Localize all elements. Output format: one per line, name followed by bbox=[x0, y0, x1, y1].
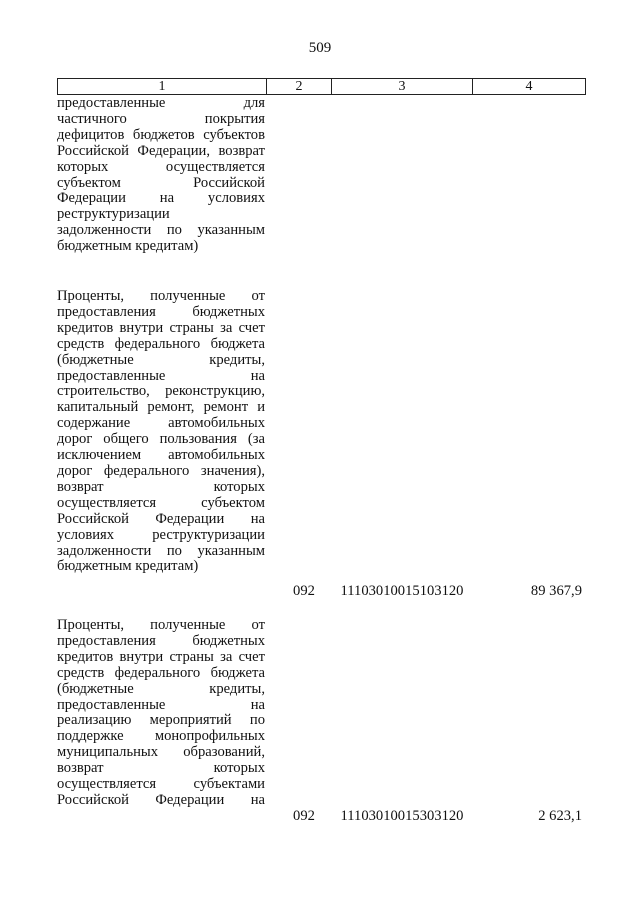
description-line: которых осуществляется bbox=[57, 158, 265, 175]
entry-2-amount: 2 623,1 bbox=[538, 808, 582, 824]
description-line: Проценты, полученные от bbox=[57, 617, 265, 633]
description-line: частичного покрытия bbox=[57, 110, 265, 127]
page-number: 509 bbox=[308, 40, 332, 56]
description-line: дорог общего пользования (за bbox=[57, 431, 265, 448]
entry-1-amount: 89 367,9 bbox=[530, 583, 582, 599]
column-header-4: 4 bbox=[473, 79, 586, 95]
description-line: Проценты, полученные от bbox=[57, 288, 265, 304]
column-header-row bbox=[58, 79, 586, 95]
description-line: условиях реструктуризации bbox=[57, 526, 265, 543]
column-header-1: 1 bbox=[58, 79, 267, 95]
entry-2-budget-code: 11103010015303120 bbox=[340, 808, 464, 824]
description-line: реализацию мероприятий по bbox=[57, 712, 265, 729]
description-line: возврат которых bbox=[57, 760, 265, 777]
description-line: дефицитов бюджетов субъектов bbox=[57, 126, 265, 143]
description-line: предоставленные на bbox=[57, 367, 265, 384]
description-line: строительство, реконструкцию, bbox=[57, 383, 265, 400]
entry-1-description bbox=[57, 289, 265, 575]
description-line: Российской Федерации на bbox=[57, 510, 265, 527]
description-line: содержание автомобильных bbox=[57, 415, 265, 432]
description-line: (бюджетные кредиты, bbox=[57, 351, 265, 368]
description-line: предоставления бюджетных bbox=[57, 303, 265, 320]
entry-2-description bbox=[57, 618, 265, 809]
description-line: Федерации на условиях bbox=[57, 190, 265, 207]
description-line: муниципальных образований, bbox=[57, 744, 265, 761]
description-line: кредитов внутри страны за счет bbox=[57, 648, 265, 665]
description-line: поддержке монопрофильных bbox=[57, 728, 265, 745]
column-header-3: 3 bbox=[332, 79, 473, 95]
description-line: осуществляется субъектами bbox=[57, 776, 265, 793]
entry-1-budget-code: 11103010015103120 bbox=[340, 583, 464, 599]
description-line: задолженности по указанным bbox=[57, 542, 265, 559]
description-line: предоставления бюджетных bbox=[57, 632, 265, 649]
description-line: бюджетным кредитам) bbox=[57, 238, 199, 255]
description-line: субъектом Российской bbox=[57, 174, 265, 191]
description-line: Российской Федерации на bbox=[57, 791, 265, 808]
description-line: возврат которых bbox=[57, 478, 265, 495]
description-line: средств федерального бюджета bbox=[57, 664, 265, 681]
description-line: Российской Федерации, возврат bbox=[57, 142, 265, 159]
description-line: предоставленные на bbox=[57, 696, 265, 713]
description-line: дорог федерального значения), bbox=[57, 462, 265, 479]
entry-2-admin-code: 092 bbox=[293, 808, 315, 824]
description-line: исключением автомобильных bbox=[57, 447, 265, 464]
description-line: средств федерального бюджета bbox=[57, 335, 265, 352]
column-header-2: 2 bbox=[267, 79, 332, 95]
description-line: (бюджетные кредиты, bbox=[57, 680, 265, 697]
description-line: предоставленные для bbox=[57, 95, 265, 111]
description-line: осуществляется субъектом bbox=[57, 494, 265, 511]
description-line: реструктуризации bbox=[57, 206, 170, 223]
entry-1-admin-code: 092 bbox=[293, 583, 315, 599]
description-line: задолженности по указанным bbox=[57, 222, 265, 239]
description-line: кредитов внутри страны за счет bbox=[57, 319, 265, 336]
column-header-table bbox=[57, 78, 586, 95]
description-line: бюджетным кредитам) bbox=[57, 558, 199, 575]
continued-description bbox=[57, 96, 265, 255]
description-line: капитальный ремонт, ремонт и bbox=[57, 399, 265, 416]
